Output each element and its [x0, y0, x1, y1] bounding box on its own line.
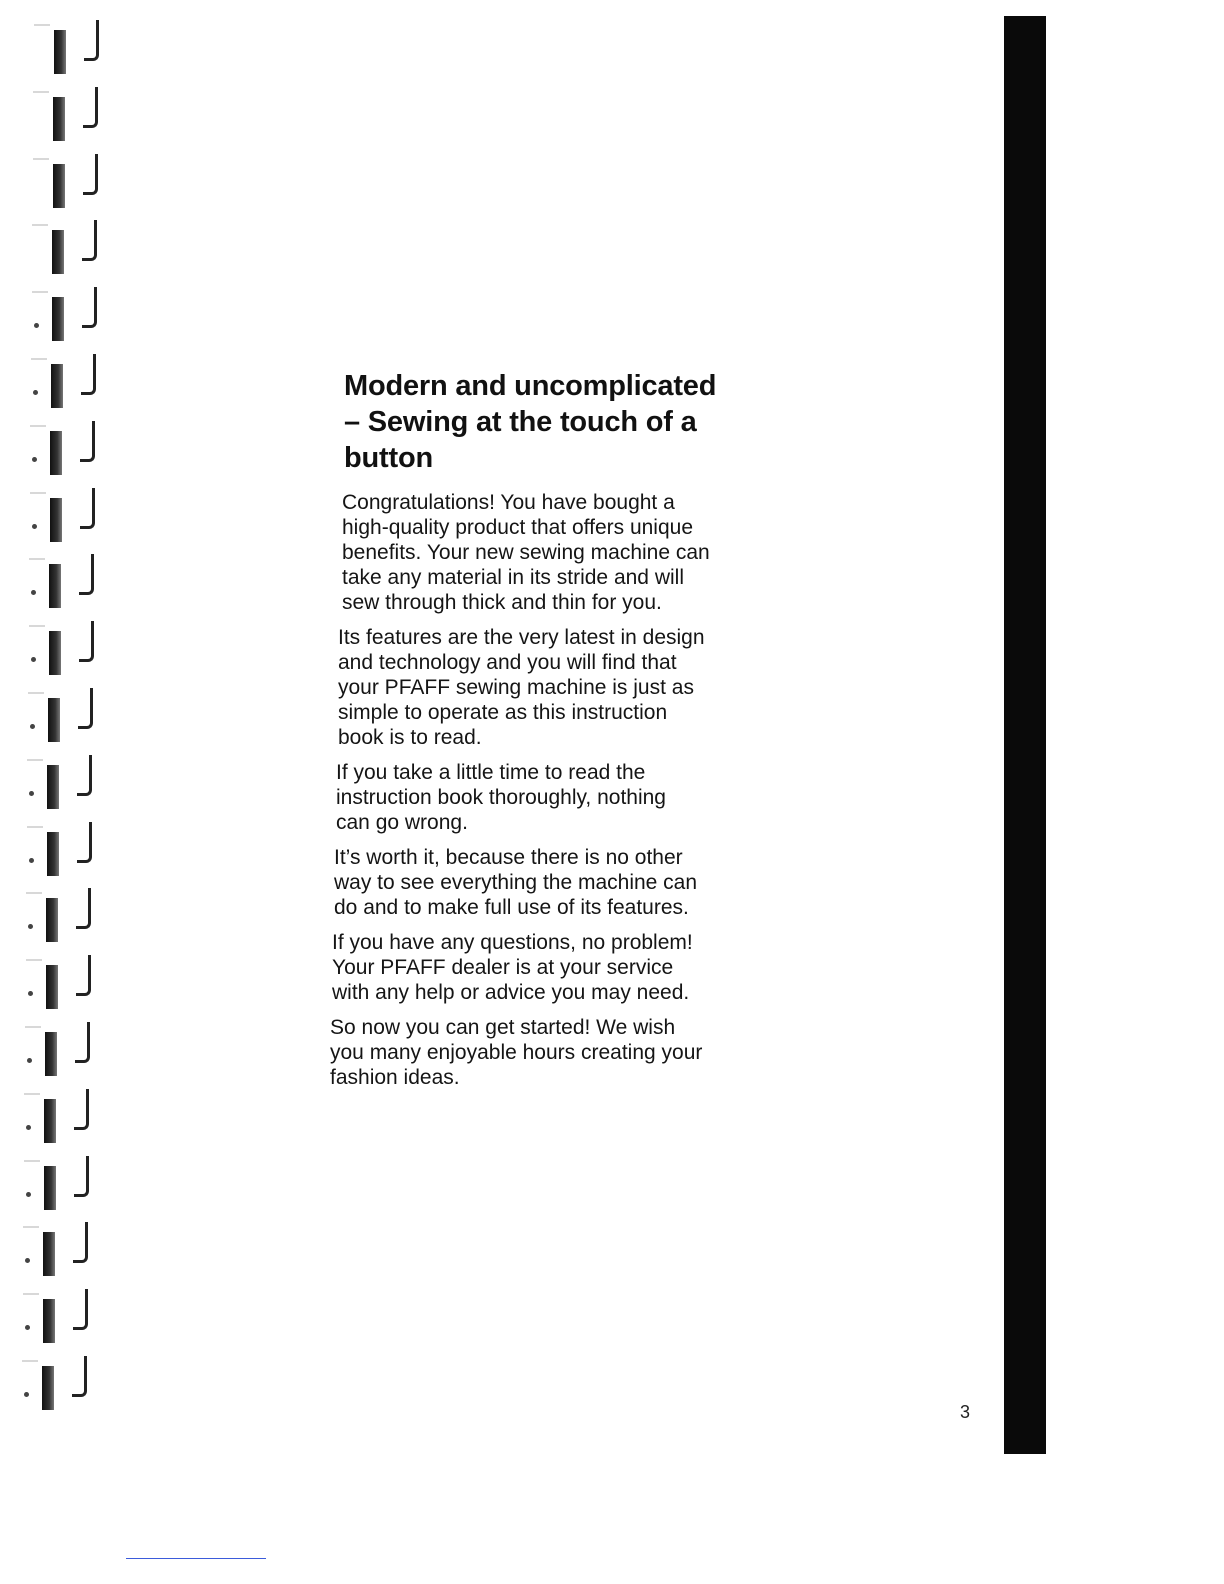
binding-hole	[46, 965, 58, 1009]
binding-ring-shadow	[33, 158, 49, 160]
binding-ring-shadow	[32, 224, 48, 226]
binding-dot	[25, 1258, 30, 1263]
bottom-rule	[126, 1558, 266, 1559]
binding-hook	[81, 354, 96, 395]
binding-ring	[0, 20, 110, 80]
binding-dot	[32, 524, 37, 529]
binding-hook	[77, 822, 92, 863]
binding-hole	[50, 431, 62, 475]
binding-hook	[74, 1089, 89, 1130]
binding-ring-shadow	[26, 959, 42, 961]
binding-hole	[47, 765, 59, 809]
binding-ring-shadow	[25, 1026, 41, 1028]
binding-ring-shadow	[23, 1226, 39, 1228]
binding-dot	[34, 323, 39, 328]
paragraph-congratulations: Congratulations! You have bought a high-quality product that offers unique benefits. Your new sewing machine can take any material in its stride and will sew through thick and thin for you.	[342, 491, 710, 614]
binding-dot	[32, 457, 37, 462]
binding-hole	[46, 898, 58, 942]
binding-hook	[84, 20, 99, 61]
binding-ring	[0, 554, 105, 614]
binding-ring	[0, 220, 108, 280]
binding-dot	[28, 924, 33, 929]
binding-ring	[0, 1356, 98, 1416]
binding-ring	[0, 421, 106, 481]
binding-ring	[0, 87, 109, 147]
binding-ring	[0, 1289, 99, 1349]
binding-hook	[83, 87, 98, 128]
binding-hole	[53, 97, 65, 141]
binding-ring-shadow	[27, 826, 43, 828]
binding-hole	[49, 631, 61, 675]
binding-ring-shadow	[26, 892, 42, 894]
binding-ring-shadow	[31, 358, 47, 360]
binding-dot	[26, 1192, 31, 1197]
spiral-binding	[0, 0, 120, 1460]
binding-hole	[43, 1299, 55, 1343]
binding-hook	[77, 755, 92, 796]
binding-ring	[0, 1156, 100, 1216]
binding-hole	[54, 30, 66, 74]
binding-ring-shadow	[24, 1160, 40, 1162]
binding-ring-shadow	[24, 1093, 40, 1095]
paragraph-get-started: So now you can get started! We wish you many enjoyable hours creating your fashion ideas.	[330, 1016, 703, 1089]
binding-ring-shadow	[27, 759, 43, 761]
binding-ring	[0, 888, 102, 948]
binding-ring	[0, 154, 109, 214]
binding-hole	[43, 1232, 55, 1276]
binding-hook	[76, 888, 91, 929]
binding-dot	[30, 724, 35, 729]
binding-dot	[27, 1058, 32, 1063]
page-number: 3	[960, 1402, 971, 1422]
binding-hook	[80, 421, 95, 462]
binding-ring-shadow	[29, 558, 45, 560]
binding-hook	[82, 220, 97, 261]
binding-hole	[44, 1166, 56, 1210]
paragraph-read-instructions: If you take a little time to read the instruction book thoroughly, nothing can go wrong.	[336, 761, 666, 834]
main-content	[330, 368, 770, 1100]
binding-hole	[53, 164, 65, 208]
binding-hole	[51, 364, 63, 408]
binding-dot	[31, 590, 36, 595]
binding-ring-shadow	[28, 692, 44, 694]
binding-hook	[73, 1222, 88, 1263]
binding-hole	[49, 564, 61, 608]
binding-dot	[26, 1125, 31, 1130]
binding-ring-shadow	[33, 91, 49, 93]
binding-ring	[0, 354, 107, 414]
binding-ring-shadow	[30, 425, 46, 427]
binding-dot	[25, 1325, 30, 1330]
binding-ring	[0, 755, 103, 815]
binding-dot	[31, 657, 36, 662]
binding-hole	[52, 230, 64, 274]
binding-ring	[0, 488, 106, 548]
binding-hook	[75, 1022, 90, 1063]
binding-ring	[0, 1222, 99, 1282]
binding-ring	[0, 621, 105, 681]
binding-hole	[52, 297, 64, 341]
binding-ring-shadow	[32, 291, 48, 293]
page-edge-bar	[1004, 16, 1046, 1454]
page-title: Modern and uncomplicated – Sewing at the touch of a button	[344, 370, 717, 474]
binding-hook	[79, 621, 94, 662]
binding-ring-shadow	[34, 24, 50, 26]
binding-hook	[80, 488, 95, 529]
binding-hook	[74, 1156, 89, 1197]
binding-hook	[82, 287, 97, 328]
paragraph-features: Its features are the very latest in design and technology and you will find that your PFAFF sewing machine is just as simple to operate as this instruction book is to read.	[338, 626, 705, 749]
binding-dot	[29, 858, 34, 863]
binding-ring-shadow	[22, 1360, 38, 1362]
binding-hook	[78, 688, 93, 729]
binding-ring-shadow	[23, 1293, 39, 1295]
binding-ring	[0, 688, 104, 748]
binding-ring-shadow	[30, 492, 46, 494]
binding-hole	[42, 1366, 54, 1410]
binding-hook	[72, 1356, 87, 1397]
binding-ring	[0, 1022, 101, 1082]
paragraph-worth-it: It’s worth it, because there is no other way to see everything the machine can do and to make full use of its features.	[334, 846, 698, 919]
binding-hole	[45, 1032, 57, 1076]
binding-dot	[33, 390, 38, 395]
binding-ring-shadow	[29, 625, 45, 627]
binding-hook	[79, 554, 94, 595]
binding-dot	[28, 991, 33, 996]
binding-hook	[76, 955, 91, 996]
paragraph-questions: If you have any questions, no problem! Your PFAFF dealer is at your service with any help or advice you may need.	[332, 931, 693, 1004]
binding-hook	[83, 154, 98, 195]
binding-dot	[29, 791, 34, 796]
binding-hole	[47, 832, 59, 876]
binding-hole	[50, 498, 62, 542]
binding-ring	[0, 822, 103, 882]
binding-hole	[48, 698, 60, 742]
binding-ring	[0, 1089, 100, 1149]
binding-hook	[73, 1289, 88, 1330]
binding-dot	[24, 1392, 29, 1397]
binding-ring	[0, 955, 102, 1015]
binding-ring	[0, 287, 108, 347]
binding-hole	[44, 1099, 56, 1143]
